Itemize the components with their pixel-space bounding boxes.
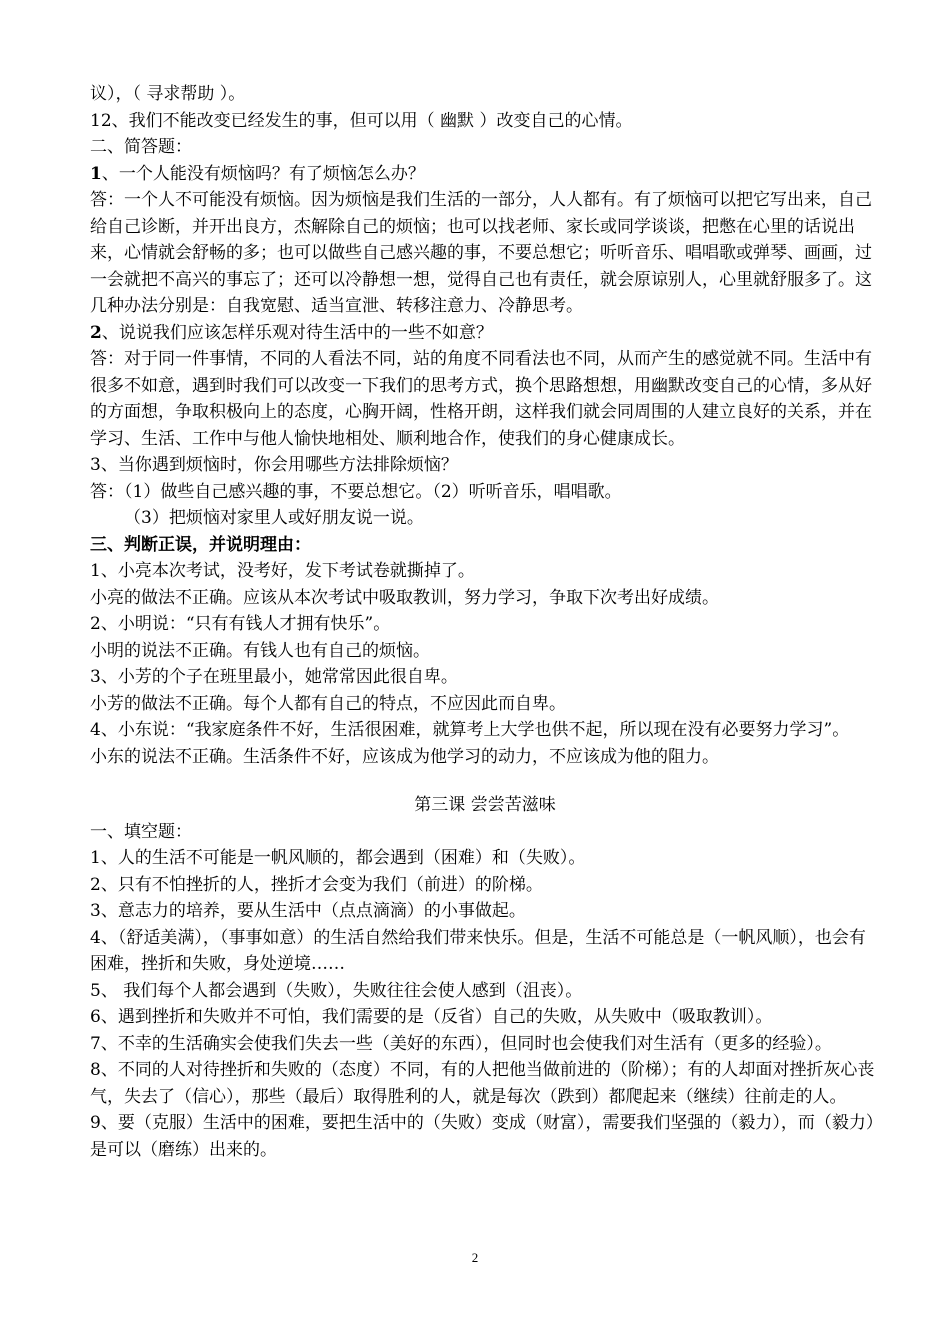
section-heading: 二、简答题：: [90, 137, 192, 157]
fill-item: 2、只有不怕挫折的人，挫折才会变为我们（前进）的阶梯。: [90, 874, 543, 895]
text-line: 12、我们不能改变已经发生的事，但可以用（ 幽默 ）改变自己的心情。: [90, 110, 633, 131]
section-heading: 一、填空题：: [90, 821, 192, 842]
text-line: 议），（ 寻求帮助 ）。: [90, 84, 246, 104]
fill-item: 7、不幸的生活确实会使我们失去一些（美好的东西），但同时也会使我们对生活有（更多的经验）。: [90, 1033, 832, 1054]
fill-item: 9、要（克服）生活中的困难，要把生活中的（失败）变成（财富），需要我们坚强的（毅力），而（毅力）是可以（磨练）出来的。: [90, 1113, 875, 1160]
question-number: 2: [90, 322, 102, 343]
statement: 3、小芳的个子在班里最小，她常常因此很自卑。: [90, 667, 458, 687]
question-text: 、一个人能没有烦恼吗？有了烦恼怎么办？: [101, 163, 425, 184]
judgement: 小芳的做法不正确。每个人都有自己的特点，不应因此而自卑。: [90, 693, 566, 714]
lesson-title: 第三课 尝尝苦滋味: [414, 795, 556, 815]
answer: 答：（1）做些自己感兴趣的事，不要总想它。（2）听听音乐，唱唱歌。: [90, 481, 622, 502]
fill-item: 5、 我们每个人都会遇到（失败），失败往往会使人感到（沮丧）。: [90, 980, 583, 1001]
fill-item: 8、不同的人对待挫折和失败的（态度）不同，有的人把他当做前进的（阶梯）；有的人却面对挫折灰心丧气，失去了（信心），那些（最后）取得胜利的人，就是每次（跌到）都爬起来（继续）往前走的人。: [90, 1060, 875, 1107]
fill-item: 6、遇到挫折和失败并不可怕，我们需要的是（反省）自己的失败，从失败中（吸取教训）。: [90, 1007, 773, 1027]
section-heading: 三、判断正误，并说明理由：: [90, 534, 311, 555]
judgement: 小明的说法不正确。有钱人也有自己的烦恼。: [90, 640, 430, 661]
question: 3、当你遇到烦恼时，你会用哪些方法排除烦恼？: [90, 455, 458, 475]
judgement: 小东的说法不正确。生活条件不好，应该成为他学习的动力，不应该成为他的阻力。: [90, 746, 719, 767]
answer: 答：一个人不可能没有烦恼。因为烦恼是我们生活的一部分，人人都有。有了烦恼可以把它写出来，自己给自己诊断，并开出良方，杰解除自己的烦恼；也可以找老师、家长或同学谈谈，把憋在心里的话说出来，心情就会舒畅的多；也可以做些自己感兴趣的事，不要总想它；听听音乐、唱唱歌或弹琴、画画，过一会就把不高兴的事忘了；还可以冷静想一想，觉得自己也有责任，就会原谅别人，心里就舒服多了。这几种办法分别是：自我宽慰、适当宣泄、转移注意力、冷静思考。: [90, 190, 872, 316]
answer: 答：对于同一件事情，不同的人看法不同，站的角度不同看法也不同，从而产生的感觉就不同。生活中有很多不如意，遇到时我们可以改变一下我们的思考方式，换个思路想想，用幽默改变自己的心情，多从好的方面想，争取积极向上的态度，心胸开阔，性格开朗，这样我们就会同周围的人建立良好的关系，并在学习、生活、工作中与他人愉快地相处、顺利地合作，使我们的身心健康成长。: [90, 349, 872, 449]
statement: 2、小明说：“只有有钱人才拥有快乐”。: [90, 614, 391, 634]
statement: 4、小东说：“我家庭条件不好，生活很困难，就算考上大学也供不起，所以现在没有必要努力学习”。: [90, 720, 850, 740]
question-number: 1: [90, 163, 102, 184]
question: [90, 320, 880, 347]
question-text: 、说说我们应该怎样乐观对待生活中的一些不如意？: [101, 322, 493, 343]
page-number: 2: [471, 1250, 479, 1265]
fill-item: 3、意志力的培养，要从生活中（点点滴滴）的小事做起。: [90, 901, 526, 921]
answer: （3）把烦恼对家里人或好朋友说一说。: [124, 508, 424, 528]
question: [90, 161, 880, 188]
fill-item: 1、人的生活不可能是一帆风顺的，都会遇到（困难）和（失败）。: [90, 848, 586, 868]
judgement: 小亮的做法不正确。应该从本次考试中吸取教训，努力学习，争取下次考出好成绩。: [90, 587, 719, 608]
fill-item: 4、（舒适美满），（事事如意）的生活自然给我们带来快乐。但是，生活不可能总是（一帆风顺），也会有困难，挫折和失败，身处逆境……: [90, 927, 866, 974]
document-body: [90, 81, 880, 1163]
statement: 1、小亮本次考试，没考好，发下考试卷就撕掉了。: [90, 561, 475, 581]
